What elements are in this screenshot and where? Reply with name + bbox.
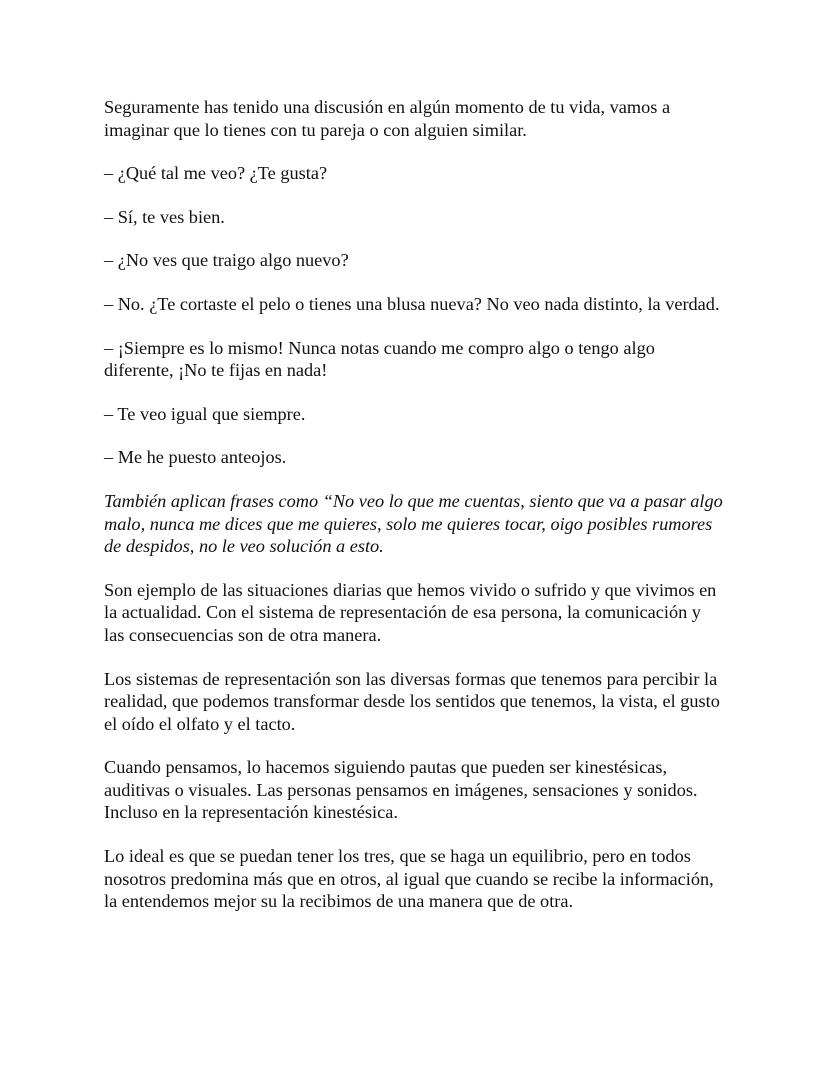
paragraph-body: Son ejemplo de las situaciones diarias que hemos vivido o sufrido y que vivimos en la actualidad. Con el sistema de representación de esa persona, la comunicación y las consecuencias son de otra manera. [104,579,717,645]
paragraph-intro: Seguramente has tenido una discusión en algún momento de tu vida, vamos a imaginar que lo tienes con tu pareja o con alguien similar. [104,97,671,140]
dialogue-line: – Sí, te ves bien. [104,206,225,227]
paragraph-italic-phrases: También aplican frases como “No veo lo que me cuentas, siento que va a pasar algo malo, nunca me dices que me quieres, solo me quieres tocar, oigo posibles rumores de despidos, no le veo solución a esto. [104,490,723,557]
dialogue-line: – Te veo igual que siempre. [104,403,306,424]
dialogue-line: – Me he puesto anteojos. [104,447,287,468]
paragraph-body: Cuando pensamos, lo hacemos siguiendo pautas que pueden ser kinestésicas, auditivas o visuales. Las personas pensamos en imágenes, sensaciones y sonidos. Incluso en la representación kinestésica. [104,757,698,823]
dialogue-line: – ¿No ves que traigo algo nuevo? [104,250,349,271]
paragraph-body: Lo ideal es que se puedan tener los tres, que se haga un equilibrio, pero en todos nosotros predomina más que en otros, al igual que cuando se recibe la información, la entendemos mejor su la recibimos de una manera que de otra. [104,846,714,912]
document-body [104,96,724,934]
dialogue-line: – ¿Qué tal me veo? ¿Te gusta? [104,163,328,184]
dialogue-line: – ¡Siempre es lo mismo! Nunca notas cuando me compro algo o tengo algo diferente, ¡No te fijas en nada! [104,337,655,381]
dialogue-line: – No. ¿Te cortaste el pelo o tienes una blusa nueva? No veo nada distinto, la verdad. [104,293,720,314]
paragraph-body: Los sistemas de representación son las diversas formas que tenemos para percibir la realidad, que podemos transformar desde los sentidos que tenemos, la vista, el gusto el oído el olfato y el tacto. [104,668,720,734]
